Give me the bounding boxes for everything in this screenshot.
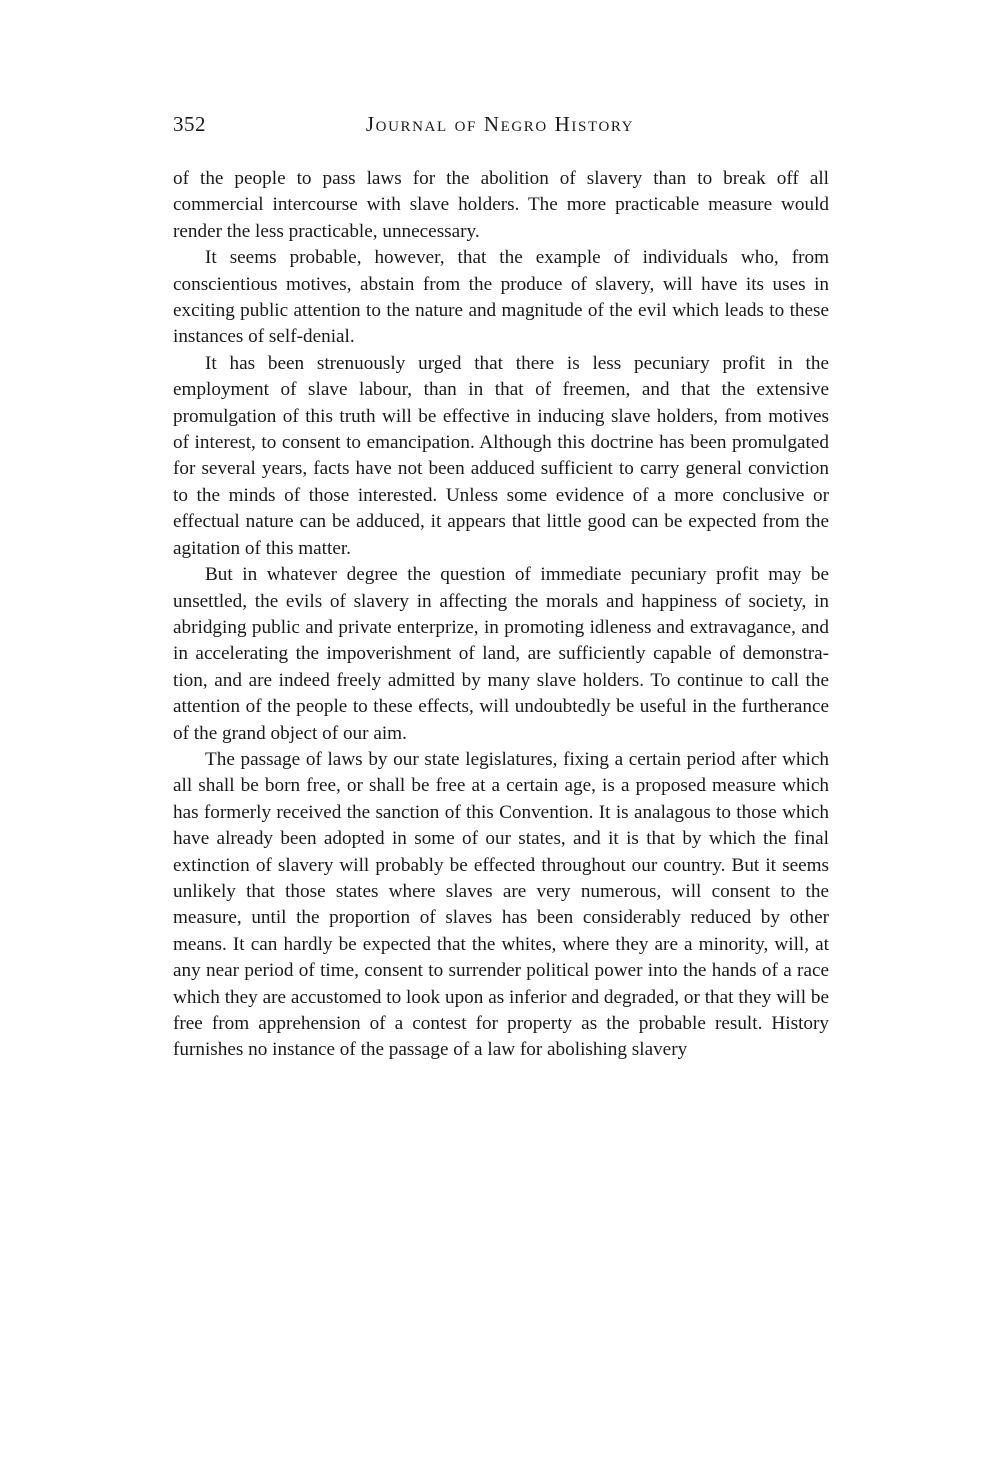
paragraph: The passage of laws by our state legislatures, fixing a certain period after which all shall be born free, or shall be free at a certain age, is a proposed measure which has formerly received the sanction of this Convention. It is analagous to those which have already been adopted in some of our states, and it is that by which the final extinction of slavery will probably be effected throughout our country. But it seems unlikely that those states where slaves are very numerous, will consent to the measure, until the proportion of slaves has been considerably reduced by other means. It can hardly be expected that the whites, where they are a minority, will, at any near period of time, consent to surrender political power into the hands of a race which they are accustomed to look upon as inferior and degraded, or that they will be free from apprehension of a contest for property as the probable result. History furnishes no instance of the passage of a law for abolishing slavery — [173, 748, 829, 1061]
paragraph: It seems probable, however, that the example of individuals who, from conscientious motives, abstain from the produce of slavery, will have its uses in exciting public attention to the nature and magnitude of the evil which leads to these instances of self-denial. — [173, 247, 829, 348]
running-head: Journal of Negro History — [365, 112, 635, 136]
page-number: 352 — [173, 112, 206, 136]
paragraph-continued: of the people to pass laws for the abolition of slavery than to break off all commercial intercourse with slave holders. The more practicable measure would render the less practicable, unnecessary. — [173, 168, 829, 242]
paragraph: It has been strenuously urged that there is less pecuniary profit in the employment of slave labour, than in that of freemen, and that the extensive promulgation of this truth will be effective in inducing slave holders, from motives of interest, to consent to emancipation. Although this doctrine has been promulgated for several years, facts have not been adduced sufficient to carry general conviction to the minds of those interested. Unless some evidence of a more conclusive or effectual nature can be adduced, it appears that little good can be expected from the agitation of this matter. — [173, 352, 829, 559]
body-text — [173, 166, 829, 1064]
paragraph: But in whatever degree the question of immediate pecuniary profit may be unsettled, the evils of slavery in affecting the morals and happiness of society, in abridging public and private enterprize, in promoting idleness and extravagance, and in accelerating the impoverishment of land, are sufficiently capable of demonstration, and are indeed freely admitted by many slave holders. To continue to call the attention of the people to these effects, will undoubtedly be useful in the furtherance of the grand object of our aim. — [173, 564, 829, 744]
